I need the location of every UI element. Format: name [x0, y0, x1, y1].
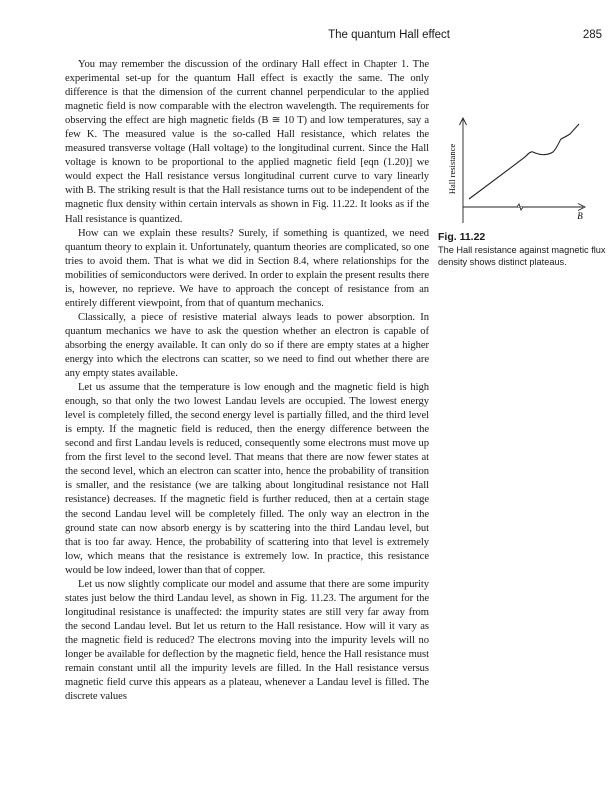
figure-label: Fig. 11.22 [438, 231, 486, 243]
y-axis-label: Hall resistance [447, 143, 457, 195]
page-header [0, 29, 615, 47]
x-axis-label: B [577, 211, 583, 221]
paragraph: Classically, a piece of resistive material always leads to power absorption. In quantum mechanics we have to ask the question whether an electron is capable of absorbing the energy available. It can only do so if there are empty states at a higher energy into which the electrons can scatter, so we need to find out whether there are any empty states available. [65, 311, 429, 380]
figure-caption-text: The Hall resistance against magnetic flux density shows distinct plateaus. [438, 244, 606, 267]
paragraph: How can we explain these results? Surely, if something is quantized, we need quantum theory to explain it. Unfortunately, quantum theories are complicated, so one tries to avoid them. That is what we did in Section 8.4, where relationships for the mobilities of semiconductors were derived. In order to explain the present results there is, however, no reprieve. We have to approach the concept of resistance from an entirely different viewpoint, from that of quantum mechanics. [65, 227, 429, 309]
paragraph: Let us now slightly complicate our model and assume that there are some impurity states just below the third Landau level, as shown in Fig. 11.23. The argument for the longitudinal resistance is unaffected: the impurity states are still very far away from the second Landau level. But let us return to the Hall resistance. How will it vary as the magnetic field is reduced? The electrons moving into the impurity levels will no longer be available for deflection by the magnetic field, hence the Hall resistance must remain constant until all the impurity levels are filled. In the Hall resistance versus magnetic field curve this appears as a plateau, whenever a Landau level is filled. The discrete values [65, 578, 429, 703]
hall-resistance-curve [469, 124, 579, 199]
figure-caption [438, 232, 608, 268]
x-axis-break [517, 204, 523, 210]
page-number: 285 [582, 29, 602, 41]
paragraph: You may remember the discussion of the ordinary Hall effect in Chapter 1. The experimental set-up for the quantum Hall effect is exactly the same. The only difference is that the dimension of the current channel perpendicular to the applied magnetic field is now comparable with the electron wavelength. The requirements for observing the effect are high magnetic fields (B ≅ 10 T) and low temperatures, say a few K. The measured value is the so-called Hall resistance, which relates the measured transverse voltage (Hall voltage) to the longitudinal current. Since the Hall voltage is known to be proportional to the applied magnetic field [eqn (1.20)] we would expect the Hall resistance versus longitudinal current curve to vary linearly with B. The striking result is that the Hall resistance turns out to be independent of the magnetic flux density within certain intervals as shown in Fig. 11.22. It looks as if the Hall resistance is quantized. [65, 59, 429, 225]
body-text [65, 58, 429, 704]
running-title: The quantum Hall effect [328, 29, 450, 41]
figure-hall-resistance [447, 115, 597, 233]
hall-resistance-plot [447, 115, 597, 233]
paragraph: Let us assume that the temperature is low enough and the magnetic field is high enough, so that only the two lowest Landau levels are occupied. The lowest energy level is completely filled, the second energy level is partially filled, and the third level is empty. If the magnetic field is reduced, then the energy difference between the second and first Landau levels is reduced, consequently some electrons must move up from the first level to the second level. That means that there are now fewer states at the second level, which an electron can scatter into, hence the probability of transition is smaller, and the resistance (we are talking about longitudinal resistance not Hall resistance) decreases. If the magnetic field is further reduced, then at a certain stage the second Landau level will be completely filled. The only way an electron in the ground state can now absorb energy is by scattering into the third Landau level, but that is too far away. Hence, the probability of scattering into that level is extremely low, which means that the resistance is extremely low. In practice, this resistance would be low indeed, lower than that of copper. [65, 382, 429, 576]
